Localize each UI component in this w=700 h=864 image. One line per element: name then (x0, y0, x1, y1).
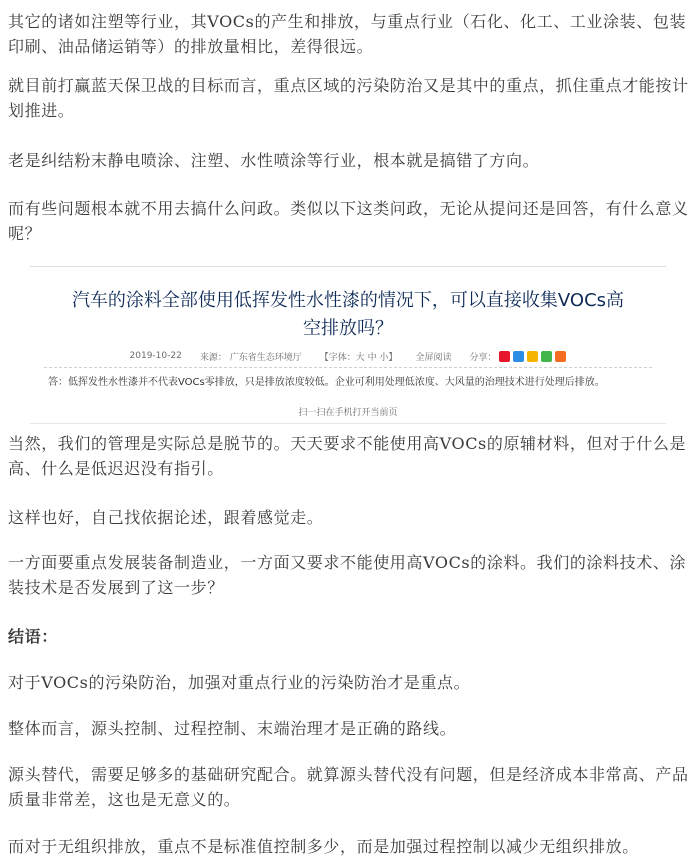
paragraph: 一方面要重点发展装备制造业，一方面又要求不能使用高VOCs的涂料。我们的涂料技术、涂装技术是否发展到了这一步？ (8, 553, 687, 597)
share-label: 分享： (469, 352, 497, 363)
divider (30, 423, 666, 424)
paragraph: 当然，我们的管理是实际总是脱节的。天天要求不能使用高VOCs的原辅材料，但对于什么是高、什么是低迟迟没有指引。 (8, 434, 687, 478)
qa-answer: 答：低挥发性水性漆并不代表VOCs零排放，只是排放浓度较低。企业可利用处理低浓度、大风量的治理技术进行处理后排放。 (48, 377, 605, 388)
paragraph: 源头替代，需要足够多的基础研究配合。就算源头替代没有问题，但是经济成本非常高、产品质量非常差，这也是无意义的。 (8, 765, 689, 809)
section-heading: 结语： (8, 627, 58, 646)
qr-open-hint[interactable]: 扫一扫在手机打开当前页 (298, 408, 398, 418)
qq-icon[interactable] (527, 351, 538, 362)
font-size-selector[interactable]: 【字体：大 中 小】 (319, 352, 398, 363)
fullscreen-read-link[interactable]: 全屏阅读 (415, 352, 452, 363)
paragraph: 其它的诸如注塑等行业，其VOCs的产生和排放，与重点行业（石化、化工、工业涂装、包装印刷、油品储运销等）的排放量相比，差得很远。 (8, 12, 687, 56)
paragraph: 老是纠结粉末静电喷涂、注塑、水性喷涂等行业，根本就是搞错了方向。 (8, 151, 540, 170)
qa-meta-bar (30, 347, 666, 365)
wechat-icon[interactable] (541, 351, 552, 362)
qzone-icon[interactable] (513, 351, 524, 362)
paragraph: 而有些问题根本就不用去搞什么问政。类似以下这类问政，无论从提问还是回答，有什么意义呢？ (8, 199, 689, 243)
paragraph: 这样也好，自己找依据论述，跟着感觉走。 (8, 508, 324, 527)
paragraph: 整体而言，源头控制、过程控制、末端治理才是正确的路线。 (8, 719, 457, 738)
qa-title: 汽车的涂料全部使用低挥发性水性漆的情况下，可以直接收集VOCs高空排放吗？ (71, 290, 625, 339)
embedded-qa-screenshot (30, 266, 666, 425)
share-bar (469, 350, 566, 363)
qa-source: 来源： 广东省生态环境厅 (199, 352, 302, 363)
paragraph: 对于VOCs的污染防治，加强对重点行业的污染防治才是重点。 (8, 673, 471, 692)
paragraph: 就目前打赢蓝天保卫战的目标而言，重点区域的污染防治又是其中的重点，抓住重点才能按计划推进。 (8, 76, 689, 120)
more-icon[interactable] (555, 351, 566, 362)
qa-date: 2019-10-22 (129, 351, 182, 361)
divider (44, 367, 652, 368)
weibo-icon[interactable] (499, 351, 510, 362)
paragraph: 而对于无组织排放，重点不是标准值控制多少，而是加强过程控制以减少无组织排放。 (8, 837, 639, 856)
